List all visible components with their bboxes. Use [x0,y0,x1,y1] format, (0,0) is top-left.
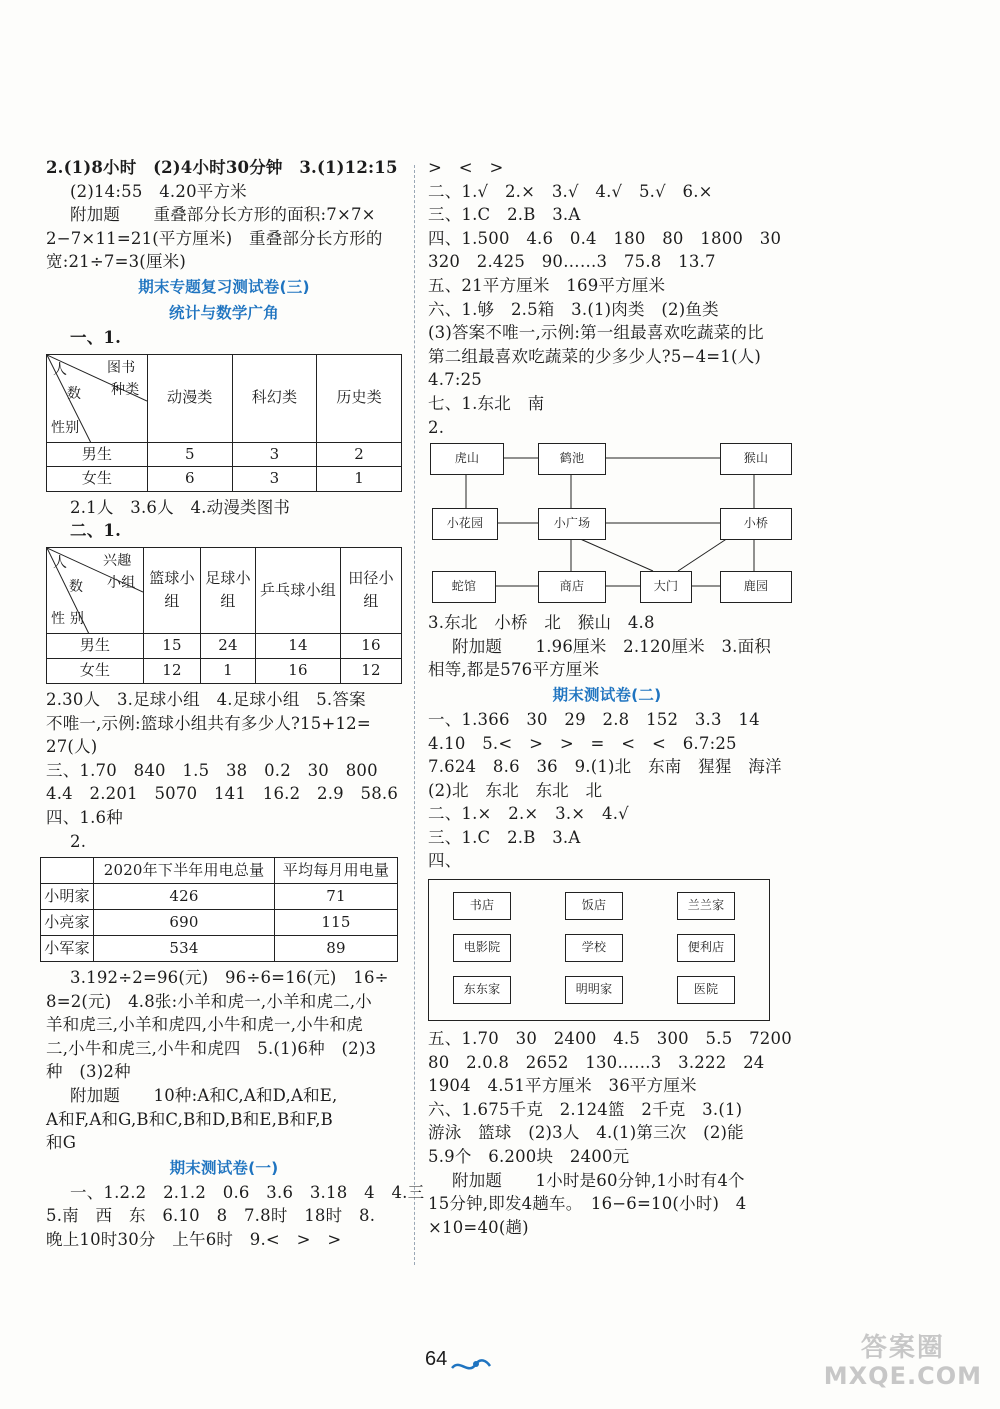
column-header [41,858,94,884]
map-box: 便利店 [677,934,735,962]
table-cell: 115 [275,910,398,936]
section-title: 期末测试卷(二) [552,685,662,704]
map-box: 商店 [538,571,606,603]
answer-line: 7.624 8.6 36 9.(1)北 东南 猩猩 海洋 [428,757,782,777]
answer-line: 80 2.0.8 2652 130……3 3.222 24 [428,1052,765,1072]
column-header: 田径小组 [341,547,402,633]
page-number: 64 [425,1348,448,1370]
answer-line: 三、1.C 2.B 3.A [428,205,581,225]
table-row [47,442,402,467]
row-label: 小明家 [41,884,94,910]
diagonal-header-cell [47,547,144,633]
map-box: 大门 [640,571,692,603]
answer-line: 15分钟,即发4趟车。 16−6=10(小时) 4 [428,1194,747,1214]
answer-line: 相等,都是576平方厘米 [428,660,600,680]
row-label: 小亮家 [41,910,94,936]
column-header: 篮球小组 [144,547,201,633]
map-box: 书店 [453,892,511,920]
column-header: 足球小组 [201,547,256,633]
answer-line: A和F,A和G,B和C,B和D,B和E,B和F,B [46,1109,333,1129]
answer-line: 2. [428,417,445,437]
row-label: 小军家 [41,936,94,962]
column-header: 2020年下半年用电总量 [94,858,275,884]
answer-line: 七、1.东北 南 [428,393,545,413]
table-cell: 1 [201,658,256,683]
map-box: 小花园 [432,508,498,540]
map-box: 虎山 [430,443,504,475]
answer-line: (3)答案不唯一,示例:第一组最喜欢吃蔬菜的比 [428,323,764,343]
answer-line: 三、1.C 2.B 3.A [428,827,581,847]
table-row [41,884,398,910]
answer-line: 五、1.70 30 2400 4.5 300 5.5 7200 [428,1029,792,1049]
map-box: 饭店 [565,892,623,920]
answer-line: > < > [428,158,504,177]
corner-label: 图书 [107,359,136,376]
table-cell: 15 [144,633,201,658]
left-column [44,156,425,1252]
answer-line: 2−7×11=21(平方厘米) 重叠部分长方形的 [46,228,383,248]
column-header: 动漫类 [148,354,233,442]
section-title: 期末测试卷(一) [169,1158,279,1177]
answer-line: 六、1.够 2.5箱 3.(1)肉类 (2)鱼类 [428,299,719,319]
answer-line: ×10=40(趟) [428,1217,529,1237]
interest-group-table [46,547,402,684]
answer-line: 4.7:25 [428,370,482,390]
corner-label: 数 [69,578,84,595]
row-label: 男生 [47,633,144,658]
answer-line: 2. [70,831,87,851]
table-row [41,910,398,936]
part-label: 一、1. [70,327,122,347]
map-box: 明明家 [565,976,623,1004]
map-box: 猴山 [720,443,792,475]
table-cell: 24 [201,633,256,658]
answer-line: 种 (3)2种 [46,1062,131,1082]
answer-line: 27(人) [46,737,98,757]
table-cell: 2 [317,442,402,467]
answer-line: 三、1.70 840 1.5 38 0.2 30 800 [46,760,378,780]
answer-line: 和G [46,1133,77,1153]
answer-line: 2.1人 3.6人 4.动漫类图书 [70,497,291,517]
map-box: 小桥 [720,508,792,540]
diagonal-header-cell [47,354,148,442]
answer-line: 羊和虎三,小羊和虎四,小牛和虎一,小牛和虎 [46,1015,363,1035]
answer-line: 3.东北 小桥 北 猴山 4.8 [428,613,655,633]
map-box: 兰兰家 [677,892,735,920]
table-cell: 3 [232,467,317,492]
answer-line: 4.4 2.201 5070 141 16.2 2.9 58.6 [46,784,399,804]
bonus-question: 附加题 重叠部分长方形的面积:7×7× [70,205,376,225]
answer-line: 5.南 西 东 6.10 8 7.8时 18时 8. [46,1206,376,1226]
table-row [47,467,402,492]
row-label: 女生 [47,467,148,492]
map-box: 小广场 [538,508,606,540]
row-label: 女生 [47,658,144,683]
answer-line: 320 2.425 90……3 75.8 13.7 [428,252,716,272]
electricity-table [40,857,398,962]
bonus-question: 附加题 1.96厘米 2.120厘米 3.面积 [452,636,772,656]
map-box: 鹤池 [538,443,606,475]
answer-line: 宽:21÷7=3(厘米) [46,252,186,272]
watermark-text: 答案圈 [860,1333,945,1363]
answer-line: 四、 [428,851,462,871]
answer-line: 四、1.6种 [46,807,123,827]
watermark-text: MXQE.COM [823,1361,982,1390]
column-header: 乒乓球小组 [256,547,341,633]
book-type-table [46,354,402,492]
answer-line: 晚上10时30分 上午6时 9.< > > [46,1230,342,1250]
answer-line: 2.30人 3.足球小组 4.足球小组 5.答案 [46,689,366,709]
map-box: 鹿园 [720,571,792,603]
table-cell: 12 [341,658,402,683]
map-box: 学校 [565,934,623,962]
corner-label: 性别 [51,419,80,436]
section-subtitle: 统计与数学广角 [169,303,279,322]
column-header: 科幻类 [232,354,317,442]
map-box: 医院 [677,976,735,1004]
table-cell: 5 [148,442,233,467]
answer-line: (2)14:55 4.20平方米 [70,181,247,201]
column-divider [414,165,415,1265]
table-cell: 71 [275,884,398,910]
answer-line: 4.10 5.< > > = < < 6.7:25 [428,733,737,753]
answer-line: 二、1.√ 2.× 3.√ 4.√ 5.√ 6.× [428,181,713,201]
row-label: 男生 [47,442,148,467]
corner-label: 性 别 [51,610,85,627]
answer-line: 六、1.675千克 2.124篮 2千克 3.(1) [428,1099,743,1119]
answer-line: 四、1.500 4.6 0.4 180 80 1800 30 [428,228,782,248]
answer-line: 2.(1)8小时 (2)4小时30分钟 3.(1)12:15 [46,158,398,177]
answer-line: 一、1.2.2 2.1.2 0.6 3.6 3.18 4 4.三 [70,1182,425,1202]
flourish-icon [450,1354,492,1376]
table-cell: 12 [144,658,201,683]
table-row [47,633,402,658]
table-cell: 16 [256,658,341,683]
table-cell: 3 [232,442,317,467]
answer-line: 8=2(元) 4.8张:小羊和虎一,小羊和虎二,小 [46,991,372,1011]
table-cell: 6 [148,467,233,492]
corner-label: 人 [53,361,68,378]
table-cell: 16 [341,633,402,658]
map-box: 蛇馆 [432,571,496,603]
corner-label: 数 [67,385,82,402]
corner-label: 种类 [111,381,140,398]
watermark-logo [824,1334,982,1389]
answer-line: 3.192÷2=96(元) 96÷6=16(元) 16÷ [70,968,389,988]
right-column [428,156,792,1239]
answer-line: (2)北 东北 东北 北 [428,780,603,800]
zoo-map-diagram [428,443,793,605]
table-cell: 14 [256,633,341,658]
table-cell: 426 [94,884,275,910]
table-row [41,858,398,884]
corner-label: 人 [53,554,68,571]
table-cell: 534 [94,936,275,962]
part-label: 二、1. [70,521,122,541]
answer-line: 游泳 篮球 (2)3人 4.(1)第三次 (2)能 [428,1123,744,1143]
town-map-diagram [428,879,770,1021]
bonus-question: 附加题 10种:A和C,A和D,A和E, [70,1086,338,1106]
column-header: 平均每月用电量 [275,858,398,884]
map-box: 东东家 [453,976,511,1004]
corner-label: 兴趣 [103,552,132,569]
corner-label: 小组 [107,574,136,591]
answer-line: 第二组最喜欢吃蔬菜的少多少人?5−4=1(人) [428,346,761,366]
answer-line: 五、21平方厘米 169平方厘米 [428,275,666,295]
answer-line: 不唯一,示例:篮球小组共有多少人?15+12= [46,713,371,733]
answer-line: 二,小牛和虎三,小牛和虎四 5.(1)6种 (2)3 [46,1038,377,1058]
answer-line: 一、1.366 30 29 2.8 152 3.3 14 [428,709,760,729]
table-cell: 1 [317,467,402,492]
table-row [47,658,402,683]
column-header: 历史类 [317,354,402,442]
section-title: 期末专题复习测试卷(三) [138,277,310,296]
map-box: 电影院 [453,934,511,962]
table-cell: 690 [94,910,275,936]
answer-line: 5.9个 6.200块 2400元 [428,1147,630,1167]
bonus-question: 附加题 1小时是60分钟,1小时有4个 [452,1170,745,1190]
table-cell: 89 [275,936,398,962]
table-row [41,936,398,962]
answer-line: 1904 4.51平方厘米 36平方厘米 [428,1076,697,1096]
answer-line: 二、1.× 2.× 3.× 4.√ [428,804,629,824]
